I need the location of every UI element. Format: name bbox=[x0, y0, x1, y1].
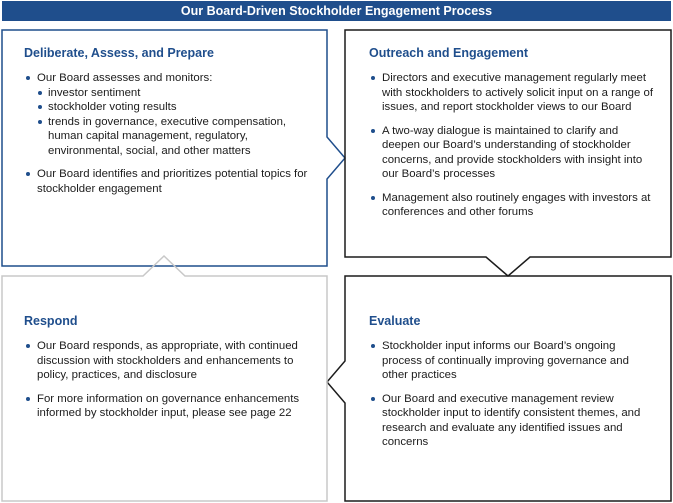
list-item: Our Board identifies and prioritizes potential topics for stockholder engagement bbox=[24, 167, 314, 196]
panel-heading: Outreach and Engagement bbox=[369, 46, 529, 60]
list-item: Our Board and executive management review stockholder input to identify consistent themes, and research and evaluate any identified issues and concerns bbox=[369, 392, 654, 450]
panel-heading: Evaluate bbox=[369, 314, 421, 328]
panel-respond bbox=[24, 314, 314, 421]
sub-list-item: stockholder voting results bbox=[37, 100, 314, 115]
panel-outreach bbox=[369, 46, 654, 220]
sub-list-item: investor sentiment bbox=[37, 86, 314, 101]
list-item: Stockholder input informs our Board’s ongoing process of continually improving governance and other practices bbox=[369, 339, 654, 383]
panel-heading: Deliberate, Assess, and Prepare bbox=[24, 46, 214, 60]
list-item: Our Board responds, as appropriate, with continued discussion with stockholders and enhancements to policy, practices, and disclosure bbox=[24, 339, 314, 383]
panel-deliberate bbox=[24, 46, 314, 196]
panel-heading: Respond bbox=[24, 314, 78, 328]
list-item: For more information on governance enhancements informed by stockholder input, please see page 22 bbox=[24, 392, 314, 421]
panel-evaluate bbox=[369, 314, 654, 450]
sub-list-item: trends in governance, executive compensation, human capital management, regulatory, environmental, social, and other matters bbox=[37, 115, 314, 159]
page-title: Our Board-Driven Stockholder Engagement Process bbox=[2, 1, 671, 21]
list-item: Our Board assesses and monitors: investor sentiment stockholder voting results trends in governance, executive compensation, human capital management, regulatory, environmental, social, and other matters bbox=[24, 71, 314, 158]
list-item: Directors and executive management regularly meet with stockholders to actively solicit input on a range of issues, and report stockholder views to our Board bbox=[369, 71, 654, 115]
list-item: Management also routinely engages with investors at conferences and other forums bbox=[369, 191, 654, 220]
list-item: A two-way dialogue is maintained to clarify and deepen our Board’s understanding of stockholder concerns, and provide stockholders with insight into our Board’s processes bbox=[369, 124, 654, 182]
